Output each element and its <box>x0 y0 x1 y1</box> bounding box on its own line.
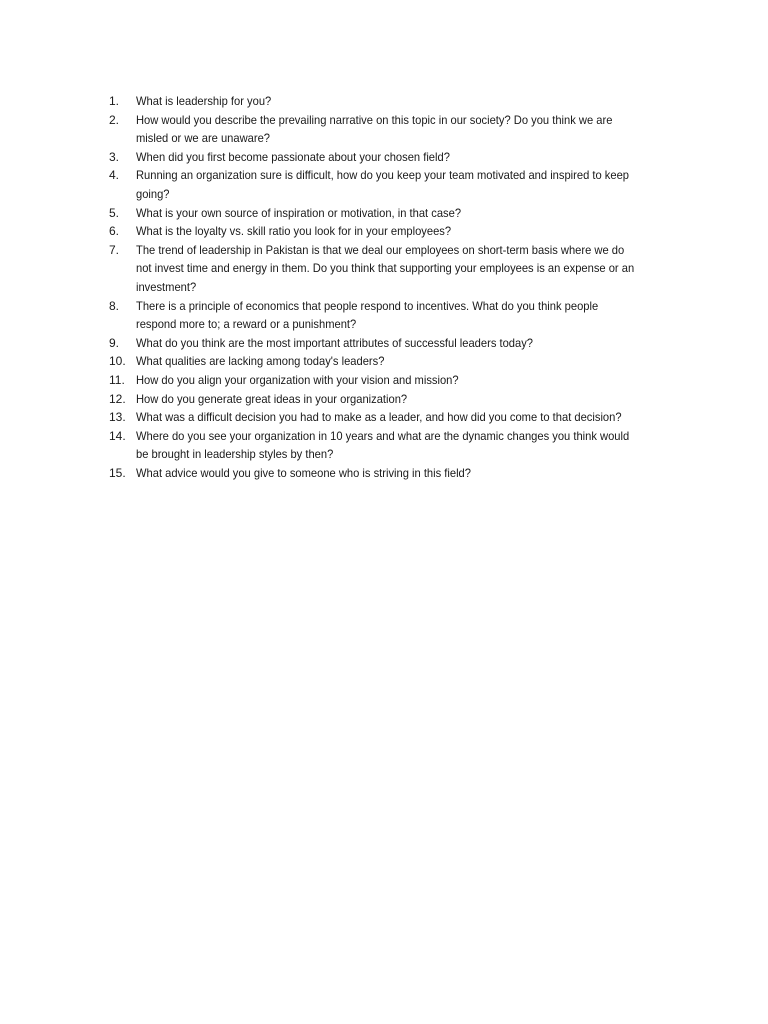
question-text: When did you first become passionate about your chosen field? <box>136 149 450 164</box>
question-number: 10. <box>109 354 126 369</box>
question-number: 11. <box>109 372 125 387</box>
question-number: 12. <box>109 391 126 406</box>
question-item <box>109 427 679 464</box>
question-list <box>109 92 679 482</box>
question-number: 6. <box>109 224 120 239</box>
question-text: How do you generate great ideas in your organization? <box>136 391 408 406</box>
question-text: Running an organization sure is difficult, how do you keep your team motivated and inspired to keep going? <box>136 168 630 201</box>
question-number: 5. <box>109 205 120 220</box>
question-number: 7. <box>109 242 120 257</box>
question-item <box>109 464 679 483</box>
question-item <box>109 390 679 409</box>
question-number: 14. <box>109 428 126 443</box>
question-item <box>109 166 679 203</box>
question-item <box>109 111 679 148</box>
question-item <box>109 352 679 371</box>
question-item <box>109 148 679 167</box>
question-item <box>109 222 679 241</box>
question-item <box>109 204 679 223</box>
question-number: 13. <box>109 410 126 425</box>
question-number: 9. <box>109 335 120 350</box>
question-number: 15. <box>109 465 126 480</box>
question-item <box>109 241 679 297</box>
question-number: 1. <box>109 94 120 108</box>
question-text: What is the loyalty vs. skill ratio you look for in your employees? <box>136 224 452 239</box>
question-text: How do you align your organization with your vision and mission? <box>136 372 459 387</box>
question-text: What is leadership for you? <box>136 94 272 108</box>
question-text: What was a difficult decision you had to make as a leader, and how did you come to that decision? <box>136 410 622 425</box>
question-text: Where do you see your organization in 10 years and what are the dynamic changes you think would be brought in leadership styles by then? <box>136 428 630 462</box>
question-number: 8. <box>109 298 120 313</box>
question-item <box>109 297 679 334</box>
question-number: 4. <box>109 168 120 183</box>
question-item <box>109 92 679 111</box>
question-text: What is your own source of inspiration or motivation, in that case? <box>136 205 462 220</box>
question-text: There is a principle of economics that people respond to incentives. What do you think people respond more to; a reward or a punishment? <box>136 298 599 332</box>
question-text: What qualities are lacking among today's leaders? <box>136 354 385 369</box>
question-number: 3. <box>109 149 120 164</box>
question-text: What advice would you give to someone who is striving in this field? <box>136 465 471 480</box>
question-text: The trend of leadership in Pakistan is that we deal our employees on short-term basis where we do not invest time and energy in them. Do you think that supporting your employees is an expense or an investment? <box>136 242 635 294</box>
question-item <box>109 371 679 390</box>
question-text: How would you describe the prevailing narrative on this topic in our society? Do you think we are misled or we are unaware? <box>136 112 613 146</box>
question-item <box>109 334 679 353</box>
question-item <box>109 408 679 427</box>
question-number: 2. <box>109 112 120 127</box>
question-text: What do you think are the most important attributes of successful leaders today? <box>136 335 534 350</box>
